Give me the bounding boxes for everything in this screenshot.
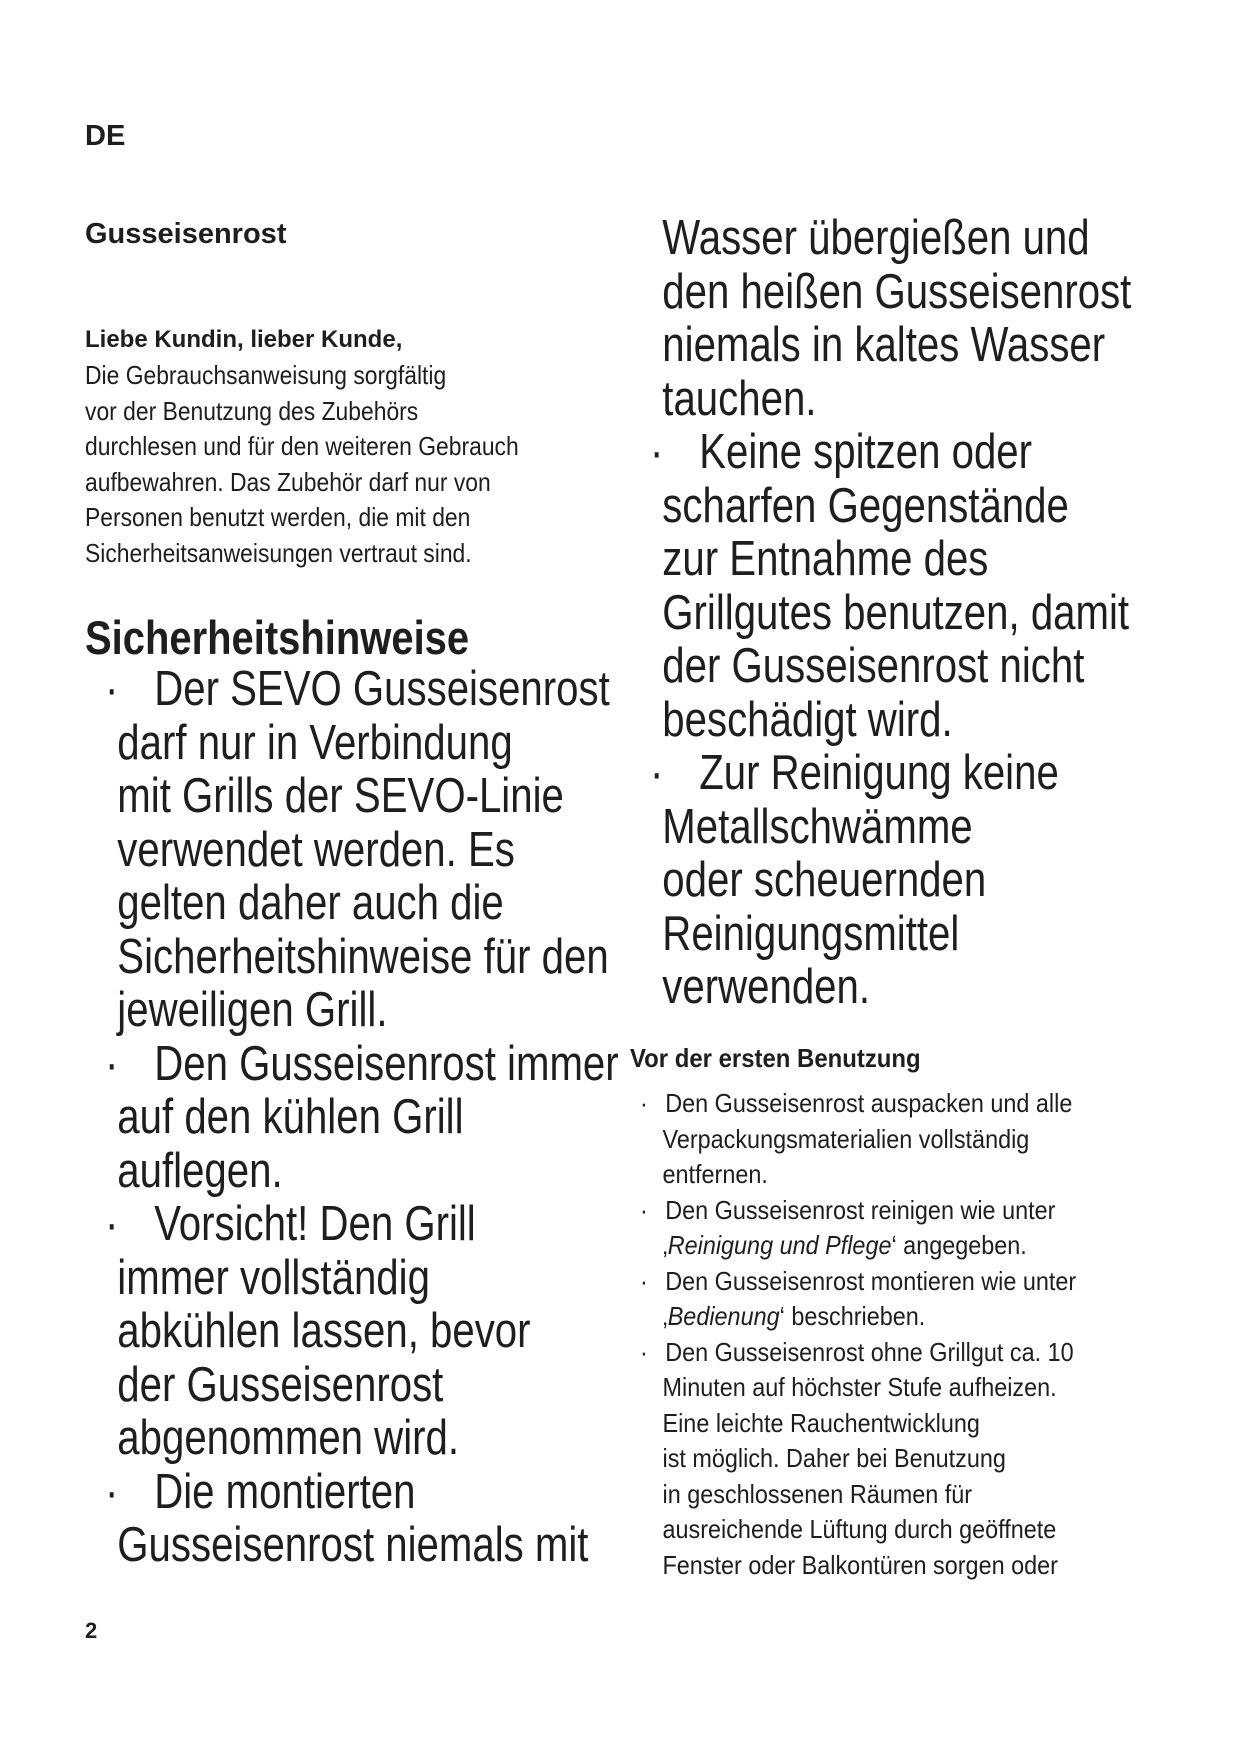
intro-paragraph [85,358,560,571]
list-item-text: Wasser übergießen und [662,211,1090,265]
list-item-text: Die montierten [154,1464,416,1519]
list-item-text: ist möglich. Daher bei Benutzung [662,1443,1006,1473]
page-number: 2 [85,1618,98,1643]
list-item-text: zur Entnahme des [662,532,989,586]
list-item-text: ausreichende Lüftung durch geöffnete [662,1514,1057,1544]
bullet-icon: · [650,746,664,800]
list-item-text: Reinigungsmittel [662,906,960,961]
bullet-icon: · [640,1194,648,1225]
list-item-text: Metallschwämme [662,799,973,854]
list-item-text: Den Gusseisenrost montieren wie unter [665,1265,1077,1296]
intro-line: Personen benutzt werden, die mit den [85,502,471,532]
bullet-icon: · [105,662,119,716]
list-item-text: Den Gusseisenrost reinigen wie unter [665,1194,1056,1225]
list-item [640,1335,1144,1584]
list-item-text: Zur Reinigung keine [699,746,1059,800]
bullet-icon: · [105,1464,119,1519]
first-use-list [640,1086,1144,1583]
safety-list-left [105,662,619,1573]
list-item-text: Verpackungsmaterialien vollständig [662,1123,1030,1154]
list-item [640,1193,1144,1264]
language-code: DE [85,120,126,152]
list-item-continuation [650,211,1132,426]
list-item-text: Fenster oder Balkontüren sorgen oder [662,1549,1058,1580]
list-item-text: Keine spitzen oder [699,425,1033,479]
list-item-text: abkühlen lassen, bevor [117,1304,531,1358]
safety-list-right [650,211,1132,1015]
list-item-text: darf nur in Verbindung [117,715,513,770]
intro-line: vor der Benutzung des Zubehörs [85,395,419,426]
bullet-icon: · [640,1088,648,1118]
list-item-text: Der SEVO Gusseisenrost [154,662,610,716]
list-item-text: scharfen Gegenstände [662,478,1069,533]
list-item-text: ‚Reinigung und Pflege‘ angegeben. [662,1230,1027,1260]
intro-line: Die Gebrauchsanweisung sorgfältig [85,360,447,390]
list-item-text: Vorsicht! Den Grill [154,1197,476,1251]
list-item-text: auf den kühlen Grill [117,1090,464,1144]
list-item-text: oder scheuernden [662,853,987,907]
bullet-icon: · [640,1265,648,1296]
list-item-text: niemals in kaltes Wasser [662,318,1106,372]
list-item [105,1464,589,1573]
list-item [105,1036,619,1199]
intro-line: durchlesen und für den weiteren Gebrauch [85,431,519,461]
list-item-text: der Gusseisenrost nicht [662,639,1085,693]
list-item-text: in geschlossenen Räumen für [662,1478,973,1509]
list-item-text: Minuten auf höchster Stufe aufheizen. [662,1372,1057,1402]
list-item [640,1264,1144,1335]
list-item-text: tauchen. [662,371,817,426]
intro-line: aufbewahren. Das Zubehör darf nur von [85,466,491,497]
list-item [650,425,1130,747]
bullet-icon: · [640,1336,648,1367]
list-item-text: Grillgutes benutzen, damit [662,585,1130,640]
list-item-text: auflegen. [117,1143,283,1198]
list-item-text: der Gusseisenrost [117,1357,444,1412]
greeting: Liebe Kundin, lieber Kunde, [85,326,403,353]
list-item-text: verwenden. [662,960,871,1014]
list-item-text: Den Gusseisenrost immer [154,1036,619,1091]
list-item [105,1198,564,1466]
list-item-text: Den Gusseisenrost ohne Grillgut ca. 10 [665,1336,1074,1367]
list-item-text: beschädigt wird. [662,692,953,747]
list-item-text: Gusseisenrost niemals mit [117,1518,589,1572]
list-item-text: Sicherheitshinweise für den [117,929,609,984]
bullet-icon: · [650,425,664,479]
bullet-icon: · [105,1036,119,1091]
list-item-text: verwendet werden. Es [117,822,515,877]
safety-heading: Sicherheitshinweise [85,611,470,664]
document-title: Gusseisenrost [85,218,287,250]
list-item [640,1086,1144,1193]
list-item-text: mit Grills der SEVO-Linie [117,769,564,823]
list-item-text: Den Gusseisenrost auspacken und alle [665,1088,1073,1118]
list-item-text: gelten daher auch die [117,876,504,930]
reference-text: Bedienung [667,1301,780,1331]
list-item [650,747,1109,1015]
bullet-icon: · [105,1197,119,1251]
list-item [105,662,610,1038]
list-item-text: immer vollständig [117,1250,430,1305]
intro-line: Sicherheitsanweisungen vertraut sind. [85,537,472,568]
list-item-text: jeweiligen Grill. [117,983,388,1037]
list-item-text: abgenommen wird. [117,1411,460,1465]
list-item-text: ‚Bedienung‘ beschrieben. [662,1301,926,1331]
first-use-heading: Vor der ersten Benutzung [630,1043,921,1073]
list-item-text: entfernen. [662,1159,768,1189]
reference-text: Reinigung und Pflege [667,1230,892,1260]
list-item-text: Eine leichte Rauchentwicklung [662,1407,980,1438]
list-item-text: den heißen Gusseisenrost [662,264,1132,319]
